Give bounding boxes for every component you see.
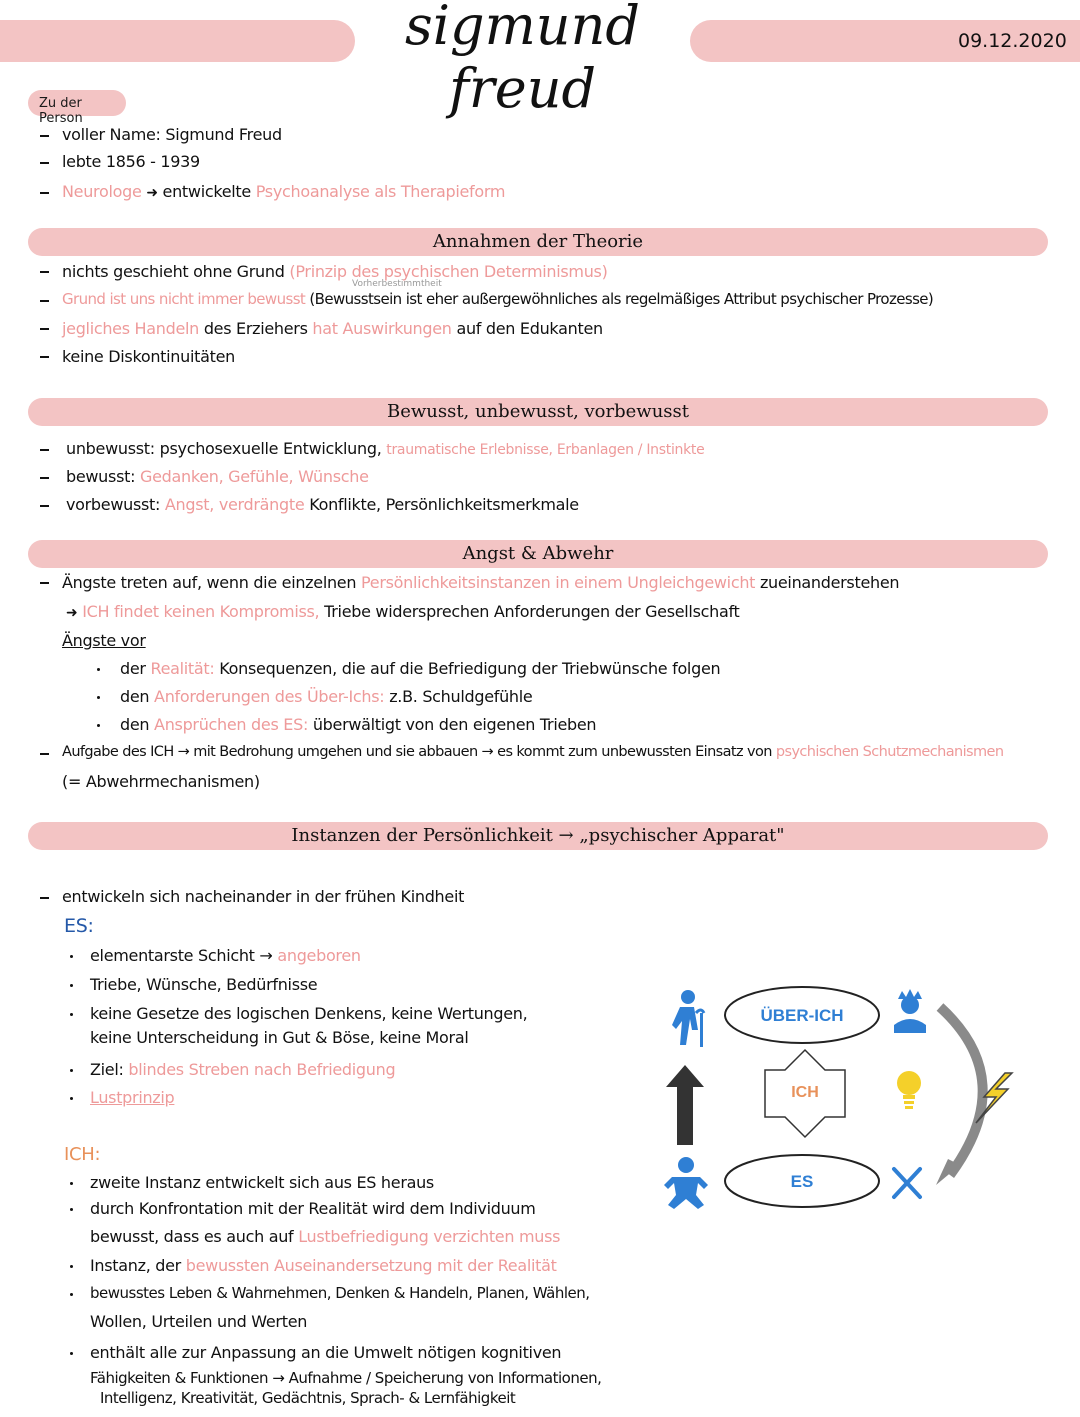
arrow-icon: ➜ [66,605,78,621]
bullet-dash [40,356,49,358]
bewusst-line-3 [66,495,579,514]
arrow-icon: ➜ [146,185,158,201]
angst-b3-c: überwältigt von den eigenen Trieben [312,715,597,734]
bullet-dot [70,955,73,958]
es-line-1 [90,946,361,965]
bullet-dot [70,1352,73,1355]
bewusst-l2-a: bewusst: [66,467,136,486]
baby-icon [664,1157,708,1209]
bullet-dot [70,1208,73,1211]
theory-l3-b: des Erziehers [203,319,308,338]
page-title: sigmund freud [405,0,640,120]
angst-b3-b: Ansprüchen des ES: [154,715,309,734]
es-label: ES: [64,915,94,937]
bewusst-l1-b: traumatische Erlebnisse, Erbanlagen / Instinkte [386,442,705,458]
theory-line-3 [62,319,603,338]
angst-l1-a: Ängste treten auf, wenn die einzelnen [62,573,357,592]
bullet-dash [40,449,49,451]
bullet-dash [40,271,49,273]
person-heading: Zu der Person [39,96,83,126]
angst-b3-a: den [120,715,150,734]
ich-line-2a: durch Konfrontation mit der Realität wird dem Individuum [90,1199,536,1218]
instanzen-line-1: entwickeln sich nacheinander in der frühen Kindheit [62,887,465,906]
ueber-ich-label: ÜBER-ICH [760,1006,844,1025]
elderly-person-icon [672,990,704,1047]
theory-line-2 [62,290,933,308]
theory-l3-a: jegliches Handeln [62,319,200,338]
es-line-2: Triebe, Wünsche, Bedürfnisse [90,975,318,994]
developed-text: entwickelte [162,182,251,201]
es1-a: elementarste Schicht → [90,946,273,965]
theory-l1: nichts geschieht ohne Grund [62,262,285,281]
bewusst-heading-bar [28,398,1048,426]
angst-l1-c: zueinanderstehen [759,573,900,592]
bullet-dot [97,724,100,727]
bullet-dot [97,668,100,671]
angst-bullet-3 [120,715,596,734]
ich3-b: bewussten Auseinandersetzung mit der Realität [185,1256,557,1275]
angst-heading-bar [28,540,1048,568]
instanzen-heading: Instanzen der Persönlichkeit → „psychischer Apparat" [291,825,785,846]
neuro-text: Neurologe [62,182,142,201]
angst-vor: Ängste vor [62,631,146,650]
es4-b: blindes Streben nach Befriedigung [128,1060,396,1079]
bullet-dot [70,1293,73,1296]
bullet-dot [97,696,100,699]
theory-l3-c: hat Auswirkungen [312,319,452,338]
ich-line-1: zweite Instanz entwickelt sich aus ES heraus [90,1173,434,1192]
bewusst-l3-a: vorbewusst: [66,495,161,514]
bullet-dash [40,753,49,755]
bullet-dot [70,984,73,987]
ich-line-5c: Intelligenz, Kreativität, Gedächtnis, Sprach- & Lernfähigkeit [100,1389,516,1407]
theory-line-4: keine Diskontinuitäten [62,347,235,366]
bullet-dot [70,1097,73,1100]
angst-bullet-1 [120,659,720,678]
ich-line-4b: Wollen, Urteilen und Werten [90,1312,308,1331]
theory-l3-d: auf den Edukanten [456,319,603,338]
es-line-4 [90,1060,395,1079]
bullet-dash [40,135,49,137]
page-date: 09.12.2020 [958,30,1067,52]
ich-diagram-label: ICH [791,1084,819,1101]
angst-l1-b: Persönlichkeitsinstanzen in einem Ungleichgewicht [361,573,756,592]
bullet-dash [40,477,49,479]
angst-l2-b: Triebe widersprechen Anforderungen der Gesellschaft [324,602,740,621]
ich-line-4a: bewusstes Leben & Wahrnehmen, Denken & Handeln, Planen, Wählen, [90,1284,590,1302]
angst-line-1 [62,573,899,592]
angst-b2-c: z.B. Schuldgefühle [389,687,533,706]
person-heading-pill [28,90,126,126]
bewusst-l3-b: Angst, verdrängte [164,495,305,514]
bullet-dash [40,162,49,164]
bullet-dash [40,897,49,899]
es-diagram-label: ES [790,1172,814,1191]
es4-a: Ziel: [90,1060,124,1079]
ich-line-5a: enthält alle zur Anpassung an die Umwelt nötigen kognitiven [90,1343,562,1362]
angst-line-4: (= Abwehrmechanismen) [62,772,260,791]
bullet-dot [70,1069,73,1072]
ich-line-3 [90,1256,557,1275]
angst-b1-a: der [120,659,146,678]
bullet-dot [70,1182,73,1185]
ich2b-a: bewusst, dass es auch auf [90,1227,294,1246]
ich-line-2b [90,1227,560,1246]
angst-b2-b: Anforderungen des Über-Ichs: [154,687,385,706]
theory-hint: Vorherbestimmtheit [352,279,442,289]
bewusst-l1-a: unbewusst: psychosexuelle Entwicklung, [66,439,382,458]
theory-l1-note: (Prinzip des psychischen Determinismus) [289,262,608,281]
psycho-text: Psychoanalyse als Therapieform [255,182,506,201]
es1-b: angeboren [277,946,361,965]
theory-heading: Annahmen der Theorie [432,231,644,252]
ich-line-5b: Fähigkeiten & Funktionen → Aufnahme / Speicherung von Informationen, [90,1369,602,1387]
bewusst-l3-c: Konflikte, Persönlichkeitsmerkmale [309,495,579,514]
ich2b-b: Lustbefriedigung verzichten muss [298,1227,561,1246]
ich3-a: Instanz, der [90,1256,181,1275]
angst-line-2 [66,602,739,621]
instanzen-heading-bar [28,822,1048,850]
bullet-dot [70,1265,73,1268]
angst-b1-c: Konsequenzen, die auf die Befriedigung der Triebwünsche folgen [219,659,721,678]
psychic-apparatus-diagram [660,985,1020,1215]
bullet-dot [70,1013,73,1016]
bullet-dash [40,300,49,302]
person-full-name: voller Name: Sigmund Freud [62,125,282,144]
angst-heading: Angst & Abwehr [462,543,614,564]
curved-arrow-icon [936,1007,983,1185]
bullet-dash [40,328,49,330]
angst-b2-a: den [120,687,150,706]
light-bulb-icon [897,1071,921,1109]
angst-line-3 [62,744,1003,760]
bewusst-heading: Bewusst, unbewusst, vorbewusst [386,401,690,422]
person-career [62,182,505,201]
theory-l2-rest: (Bewusstsein ist eher außergewöhnliches als regelmäßiges Attribut psychischer Prozesse) [309,290,934,308]
theory-line-1 [62,262,608,281]
es-line-3a: keine Gesetze des logischen Denkens, keine Wertungen, [90,1004,528,1023]
header-band-left [0,20,355,62]
bullet-dash [40,505,49,507]
angst-b1-b: Realität: [150,659,215,678]
bullet-dash [40,582,49,584]
es-line-5: Lustprinzip [90,1088,175,1107]
angst-l3-b: psychischen Schutzmechanismen [775,744,1004,760]
es-line-3b: keine Unterscheidung in Gut & Böse, keine Moral [90,1028,469,1047]
ich-label: ICH: [64,1144,101,1165]
angst-l2-a: ICH findet keinen Kompromiss, [82,602,320,621]
angst-bullet-2 [120,687,532,706]
bewusst-line-1 [66,439,704,458]
theory-l2-pink: Grund ist uns nicht immer bewusst [62,290,306,308]
bewusst-l2-b: Gedanken, Gefühle, Wünsche [139,467,369,486]
bullet-dash [40,192,49,194]
theory-heading-bar [28,228,1048,256]
fork-knife-icon [894,1169,920,1197]
angst-l3-a: Aufgabe des ICH → mit Bedrohung umgehen und sie abbauen → es kommt zum unbewussten Einsatz von [62,744,772,760]
up-arrow-icon [666,1065,704,1145]
person-lived: lebte 1856 - 1939 [62,152,200,171]
bewusst-line-2 [66,467,369,486]
judge-icon [894,989,926,1033]
